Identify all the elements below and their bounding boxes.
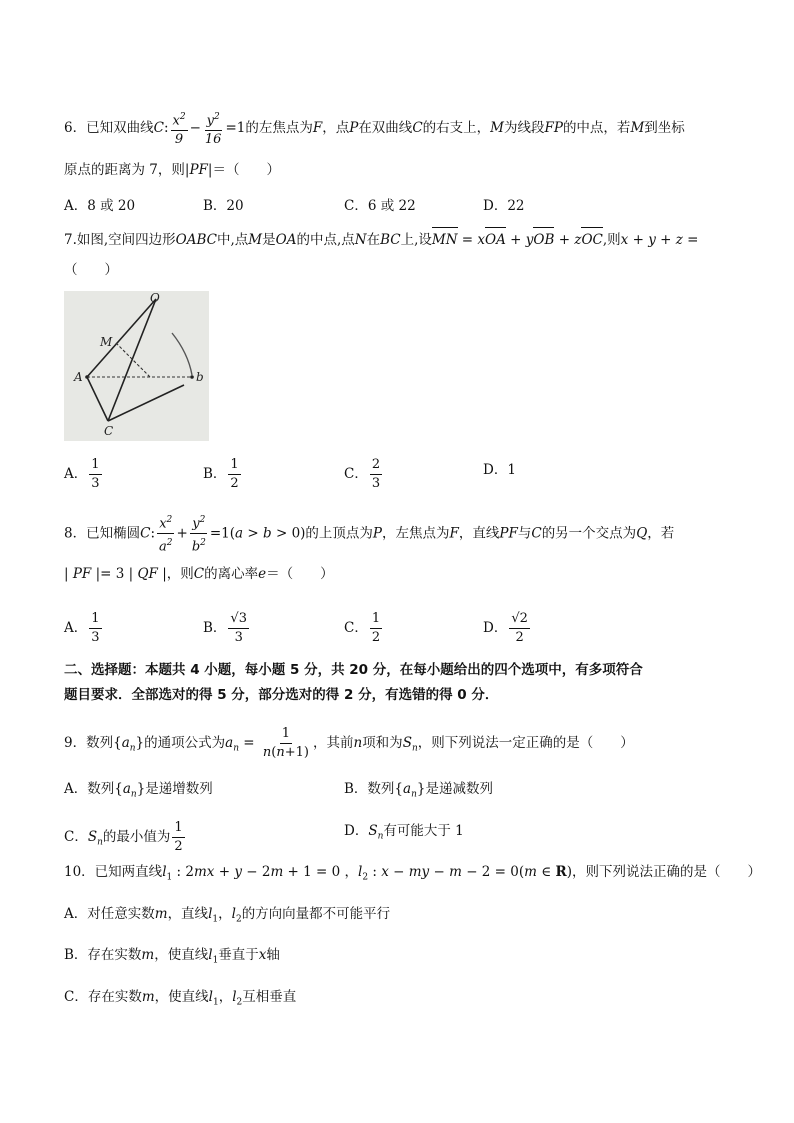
fraction [228, 458, 240, 491]
q7-stem-line1: 7.如图,空间四边形OABC中,点M是OA的中点,点N在BC上,设MN = xOA + yOB + zOC,则x + y + z = [64, 232, 699, 248]
figure-label-a: A [74, 370, 83, 384]
q7-option-c[interactable] [344, 458, 384, 491]
q7-text: ,则 [602, 232, 621, 248]
q8-text: ，则 [166, 566, 194, 582]
q8-text: 的上顶点为 [305, 525, 373, 542]
q9-text: B．数列 [344, 781, 395, 797]
q10-text: B．存在实数 [64, 947, 142, 963]
q6-text: 的左焦点为 [245, 120, 313, 137]
denominator: 3 [91, 630, 100, 645]
denominator: 3 [91, 476, 100, 491]
q6-text: 的右支上， [422, 120, 491, 137]
numerator: √3 [228, 612, 249, 629]
figure-label-c: C [104, 424, 114, 438]
q6-text: 为线段 [503, 120, 545, 137]
q8-text: 与 [517, 525, 532, 542]
fraction [89, 612, 101, 645]
q7-option-b[interactable] [203, 458, 243, 491]
q9-text: D． [344, 823, 369, 839]
q9-text: 的通项公式为 [144, 735, 226, 751]
option-letter: C． [344, 466, 368, 482]
fraction: $\frac{1}{2}$ [174, 820, 183, 854]
q9-text: 9．数列 [64, 735, 114, 751]
q8-text: ，左焦点为 [382, 525, 450, 542]
q10-text: 轴 [266, 947, 280, 963]
fraction: $\frac{x^2}{9}$ [172, 112, 186, 148]
fraction [370, 612, 382, 645]
denominator: 3 [371, 476, 381, 491]
q7-text: 上,设 [400, 232, 432, 248]
q8-text: ，若 [647, 525, 675, 542]
option-letter: D． [483, 620, 508, 636]
q10-text: ，使直线 [154, 989, 209, 1005]
q10-text: A．对任意实数 [64, 906, 155, 922]
q6-text: 到坐标 [644, 120, 685, 137]
section-heading-line1: 二、选择题：本题共 4 小题，每小题 5 分，共 20 分，在每小题给出的四个选项中，有多项符合 [64, 662, 643, 678]
q9-text: 的最小值为 [102, 829, 171, 845]
numerator: 1 [89, 458, 101, 475]
q7-text: 中,点 [217, 232, 249, 248]
option-letter: B． [203, 620, 227, 636]
option-letter: A． [64, 620, 88, 636]
option-letter: D． [483, 462, 508, 478]
denominator: 3 [234, 630, 243, 645]
q6-option-a[interactable]: A．8 或 20 [64, 198, 136, 214]
denominator: 2 [515, 630, 524, 645]
q9-text: 项和为 [362, 735, 403, 751]
q10-text: 垂直于 [218, 947, 259, 963]
q9-option-c[interactable]: C．$S_n$的最小值为 $\frac{1}{2}$ [64, 820, 183, 854]
option-letter: B． [203, 466, 227, 482]
q9-text: A．数列 [64, 781, 115, 797]
denominator: 2 [371, 630, 381, 645]
q6-text: ＝（ ） [212, 162, 280, 178]
option-value: 1 [507, 462, 516, 478]
fraction: $\frac{y^2}{b^2}$ [191, 515, 206, 555]
q6-text: 原点的距离为 7，则 [64, 162, 185, 178]
q10-option-c[interactable]: C．存在实数m，使直线$l_1$，$l_2$互相垂直 [64, 989, 297, 1008]
q10-option-a[interactable]: A．对任意实数m，直线$l_1$，$l_2$的方向向量都不可能平行 [64, 906, 391, 925]
q7-text: 在 [366, 232, 381, 248]
q8-stem-line2: | PF |= 3 | QF |，则C的离心率e＝（ ） [64, 566, 334, 582]
numerator: 1 [89, 612, 101, 629]
fraction [370, 458, 382, 491]
q8-text: 的另一个交点为 [541, 525, 637, 542]
q10-text: ，则下列说法正确的是（ ） [572, 864, 762, 880]
q9-text: 有可能大于 1 [383, 823, 464, 839]
q10-text: C．存在实数 [64, 989, 142, 1005]
q7-option-a[interactable] [64, 458, 104, 491]
q10-text: 互相垂直 [242, 989, 297, 1005]
numerator: √2 [509, 612, 530, 629]
q6-stem-line1: 6．已知双曲线C: $\frac{x^2}{9}$ − $\frac{y^2}{16}$ =1的左焦点为F，点P在双曲线C的右支上，M为线段FP的中点，若M到坐标 [64, 112, 685, 148]
fraction: $\frac{1}{n(n+1)}$ [262, 726, 309, 760]
section-heading-line2: 题目要求．全部选对的得 5 分，部分选对的得 2 分，有选错的得 0 分． [64, 687, 499, 703]
q6-stem-line2: 原点的距离为 7，则|PF|＝（ ） [64, 162, 280, 178]
fraction: $\frac{y^2}{16}$ [204, 112, 222, 148]
q7-option-d[interactable] [483, 460, 516, 480]
q8-option-a[interactable] [64, 612, 104, 645]
option-letter: C． [344, 620, 368, 636]
figure-label-b: b [196, 370, 204, 384]
q9-option-a[interactable]: A．数列$\{a_n\}$是递增数列 [64, 781, 213, 800]
q10-text: 10．已知两直线 [64, 864, 163, 880]
figure-label-m: M [100, 335, 113, 349]
q6-text: 6．已知双曲线 [64, 120, 154, 137]
q7-stem-line2: （ ） [64, 262, 118, 278]
tetrahedron-figure [64, 291, 209, 441]
q9-text: ，则下列说法一定正确的是（ ） [417, 735, 634, 751]
fraction [509, 612, 530, 645]
q9-text: ，其前 [312, 735, 354, 751]
numerator: 1 [370, 612, 382, 629]
fraction [228, 612, 249, 645]
q7-text: 7.如图,空间四边形 [64, 232, 176, 248]
q6-option-d[interactable]: D．22 [483, 198, 525, 214]
fraction: $\frac{x^2}{a^2}$ [159, 515, 173, 555]
option-letter: A． [64, 466, 88, 482]
q6-text: 的中点，若 [562, 120, 631, 137]
q8-option-b[interactable] [203, 612, 251, 645]
q8-text: 的离心率 [204, 566, 259, 582]
q9-text: 是递增数列 [145, 781, 213, 797]
q9-text: C． [64, 829, 88, 845]
q9-option-d[interactable]: D．$S_n$有可能大于 1 [344, 823, 464, 842]
denominator: 2 [230, 476, 239, 491]
q7-text: 的中点,点 [296, 232, 355, 248]
q10-text: ，直线 [167, 906, 209, 922]
q10-text: ，使直线 [154, 947, 209, 963]
q6-option-c[interactable]: C．6 或 22 [344, 198, 416, 214]
q8-option-c[interactable] [344, 612, 384, 645]
q9-text: 是递减数列 [425, 781, 493, 797]
q6-text: ，点 [322, 120, 350, 137]
q6-option-b[interactable]: B．20 [203, 198, 244, 214]
figure-label-o: O [150, 291, 160, 305]
q10-option-b[interactable]: B．存在实数m，使直线$l_1$垂直于x轴 [64, 947, 280, 966]
q7-text: 是 [262, 232, 276, 248]
q8-stem-line1: 8．已知椭圆C: $\frac{x^2}{a^2}$ + $\frac{y^2}{b^2}$ =1(a > b > 0)的上顶点为P，左焦点为F，直线PF与C的另一个交点为Q，若 [64, 515, 675, 555]
q8-text: ，直线 [458, 525, 500, 542]
numerator: 2 [370, 458, 382, 475]
q8-text: ＝（ ） [266, 566, 334, 582]
q9-option-b[interactable]: B．数列$\{a_n\}$是递减数列 [344, 781, 493, 800]
fraction [89, 458, 101, 491]
q9-stem: 9．数列$\{a_n\}$的通项公式为$a_n$ = $\frac{1}{n(n+1)}$ ，其前n项和为$S_n$，则下列说法一定正确的是（ ） [64, 726, 634, 760]
numerator: 1 [228, 458, 240, 475]
q10-stem: 10．已知两直线$l_1$ : 2mx + y − 2m + 1 = 0 ，$l_2$ : x − my − m − 2 = 0(m ∈ R)，则下列说法正确的是（ ） [64, 864, 762, 883]
q8-text: 8．已知椭圆 [64, 525, 141, 542]
q8-option-d[interactable] [483, 612, 532, 645]
q10-text: 的方向向量都不可能平行 [241, 906, 391, 922]
q6-text: 在双曲线 [358, 120, 413, 137]
